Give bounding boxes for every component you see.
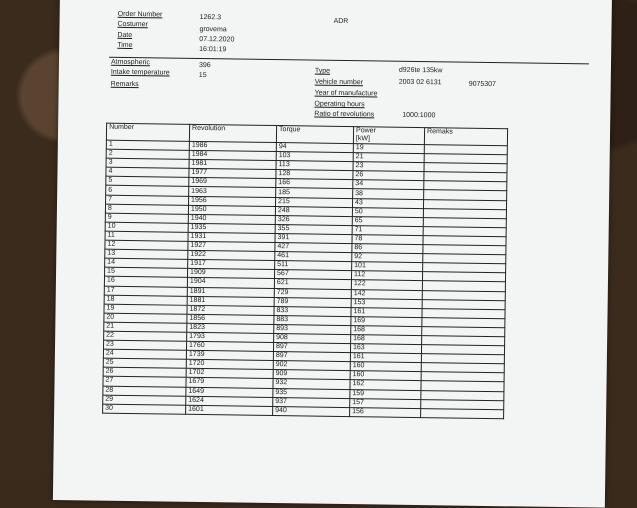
cell-power: 101 [352,262,423,272]
cell-revolution: 1601 [186,405,273,415]
cell-number: 19 [104,304,187,314]
cell-number: 16 [104,277,187,287]
cell-revolution: 1823 [187,323,274,333]
test-report-sheet [53,0,612,508]
cell-power: 21 [353,153,424,163]
cell-torque: 932 [273,379,350,389]
cell-torque: 355 [275,224,352,234]
type-value: d926te 135kw [398,66,443,75]
cell-torque: 937 [273,397,350,407]
cell-number: 3 [106,158,189,168]
cell-torque: 511 [275,261,352,271]
cell-number: 4 [106,167,189,177]
measurement-table [102,123,508,419]
cell-revolution: 1984 [189,150,276,160]
cell-torque: 461 [275,252,352,262]
cell-power: 23 [353,162,424,172]
cell-torque: 128 [276,170,353,180]
cell-revolution: 1956 [189,196,276,206]
cell-number: 21 [104,322,187,332]
cell-torque: 883 [274,315,351,325]
cell-torque: 940 [273,406,350,416]
cell-torque: 215 [276,197,353,207]
cell-power: 92 [352,253,423,263]
cell-revolution: 1679 [186,378,273,388]
cell-revolution: 1963 [189,187,276,197]
vehicle-number-value: 2003 02 6131 [398,78,442,87]
cell-power: 168 [351,325,422,335]
cell-torque: 166 [276,179,353,189]
cell-torque: 185 [276,188,353,198]
cell-revolution: 1986 [189,141,276,151]
adr-label: ADR [333,17,349,26]
cell-power: 19 [353,144,424,154]
cell-revolution: 1624 [186,396,273,406]
cell-power: 157 [350,398,421,408]
cell-number: 8 [105,204,188,214]
col-power-title: Power [356,127,376,135]
date-label: Date [117,31,133,40]
cell-power: 168 [351,335,422,345]
cell-revolution: 1917 [188,260,275,270]
order-number-label: Order Number [117,10,163,19]
col-remarks: Remaks [424,128,507,146]
cell-number: 27 [103,377,186,387]
cell-number: 26 [103,367,186,377]
cell-revolution: 1739 [186,350,273,360]
cell-torque: 103 [276,152,353,162]
cell-torque: 789 [274,297,351,307]
cell-revolution: 1969 [189,178,276,188]
header-divider [109,57,589,65]
cell-torque: 935 [273,388,350,398]
cell-power: 162 [350,380,421,390]
atmospheric-value: 396 [198,61,211,70]
year-of-manufacture-label: Year of manufacture [314,89,378,98]
col-power [353,127,424,145]
cell-revolution: 1891 [187,287,274,297]
cell-revolution: 1649 [186,387,273,397]
cell-power: 122 [351,280,422,290]
cell-torque: 326 [275,215,352,225]
cell-number: 7 [106,195,189,205]
cell-torque: 621 [274,279,351,289]
cell-power: 160 [350,371,421,381]
remarks-label: Remarks [110,80,139,89]
intake-temperature-value: 15 [198,71,207,80]
col-torque: Torque [276,126,353,144]
cell-revolution: 1935 [188,223,275,233]
cell-number: 13 [105,249,188,259]
cell-power: 34 [353,180,424,190]
cell-number: 14 [105,258,188,268]
ratio-of-revolutions-value: 1000:1000 [402,111,436,120]
date-value: 07.12.2020 [199,35,235,44]
cell-torque: 567 [274,270,351,280]
vehicle-number-label: Vehicle number [314,78,364,87]
type-label: Type [314,67,331,75]
cell-revolution: 1950 [188,205,275,215]
cell-revolution: 1909 [187,269,274,279]
ratio-of-revolutions-label: Ratio of revolutions [314,110,375,119]
cell-power: 38 [353,189,424,199]
col-number: Number [106,123,189,141]
cell-number: 22 [104,331,187,341]
cell-power: 160 [350,362,421,372]
cell-torque: 897 [273,343,350,353]
cell-torque: 893 [274,324,351,334]
cell-torque: 833 [274,306,351,316]
cell-number: 25 [103,358,186,368]
cell-power: 112 [351,271,422,281]
cell-number: 20 [104,313,187,323]
cell-power: 161 [351,307,422,317]
cell-power: 142 [351,289,422,299]
cell-power: 71 [352,225,423,235]
cell-number: 10 [105,222,188,232]
cell-number: 29 [103,395,186,405]
cell-revolution: 1922 [188,250,275,260]
cell-number: 9 [105,213,188,223]
cell-remarks [421,408,504,418]
cell-revolution: 1927 [188,241,275,251]
cell-number: 6 [106,186,189,196]
cell-power: 65 [352,216,423,226]
cell-revolution: 1904 [187,278,274,288]
table-body [103,140,508,418]
cell-torque: 909 [273,370,350,380]
cell-number: 11 [105,231,188,241]
cell-number: 18 [104,295,187,305]
cell-torque: 902 [273,361,350,371]
cell-number: 17 [104,286,187,296]
atmospheric-label: Atmospheric [110,58,150,67]
cell-power: 153 [351,298,422,308]
col-revolution: Revolution [189,124,276,142]
cell-number: 1 [106,140,189,150]
cell-power: 159 [350,389,421,399]
cell-revolution: 1793 [187,332,274,342]
intake-temperature-label: Intake temperature [110,68,170,77]
cell-torque: 897 [273,352,350,362]
cell-torque: 94 [276,143,353,153]
cell-power: 161 [350,353,421,363]
cell-power: 43 [352,198,423,208]
cell-torque: 427 [275,243,352,253]
cell-power: 50 [352,207,423,217]
cell-power: 163 [350,344,421,354]
cell-torque: 908 [274,333,351,343]
costumer-value: grovema [199,25,227,34]
cell-power: 156 [350,407,421,417]
vehicle-number-value-2: 9075307 [468,80,497,89]
cell-torque: 729 [274,288,351,298]
cell-revolution: 1940 [188,214,275,224]
order-number-value: 1262.3 [199,13,222,22]
cell-number: 30 [103,404,186,414]
cell-revolution: 1872 [187,305,274,315]
costumer-label: Costumer [117,20,148,29]
cell-revolution: 1702 [186,369,273,379]
cell-power: 78 [352,235,423,245]
cell-number: 12 [105,240,188,250]
cell-number: 28 [103,386,186,396]
cell-revolution: 1760 [186,341,273,351]
cell-revolution: 1720 [186,360,273,370]
cell-revolution: 1881 [187,296,274,306]
cell-number: 2 [106,149,189,159]
cell-number: 23 [103,340,186,350]
cell-torque: 113 [276,161,353,171]
cell-number: 15 [105,267,188,277]
cell-number: 24 [103,349,186,359]
cell-revolution: 1977 [189,169,276,179]
cell-power: 169 [351,316,422,326]
time-label: Time [117,41,133,50]
cell-revolution: 1856 [187,314,274,324]
cell-revolution: 1981 [189,160,276,170]
time-value: 16:01:19 [199,45,227,54]
cell-torque: 391 [275,233,352,243]
cell-revolution: 1931 [188,232,275,242]
operating-hours-label: Operating hours [314,100,365,109]
cell-torque: 248 [275,206,352,216]
col-power-unit: [kW] [355,135,371,143]
cell-power: 26 [353,171,424,181]
cell-power: 86 [352,244,423,254]
cell-number: 5 [106,177,189,187]
